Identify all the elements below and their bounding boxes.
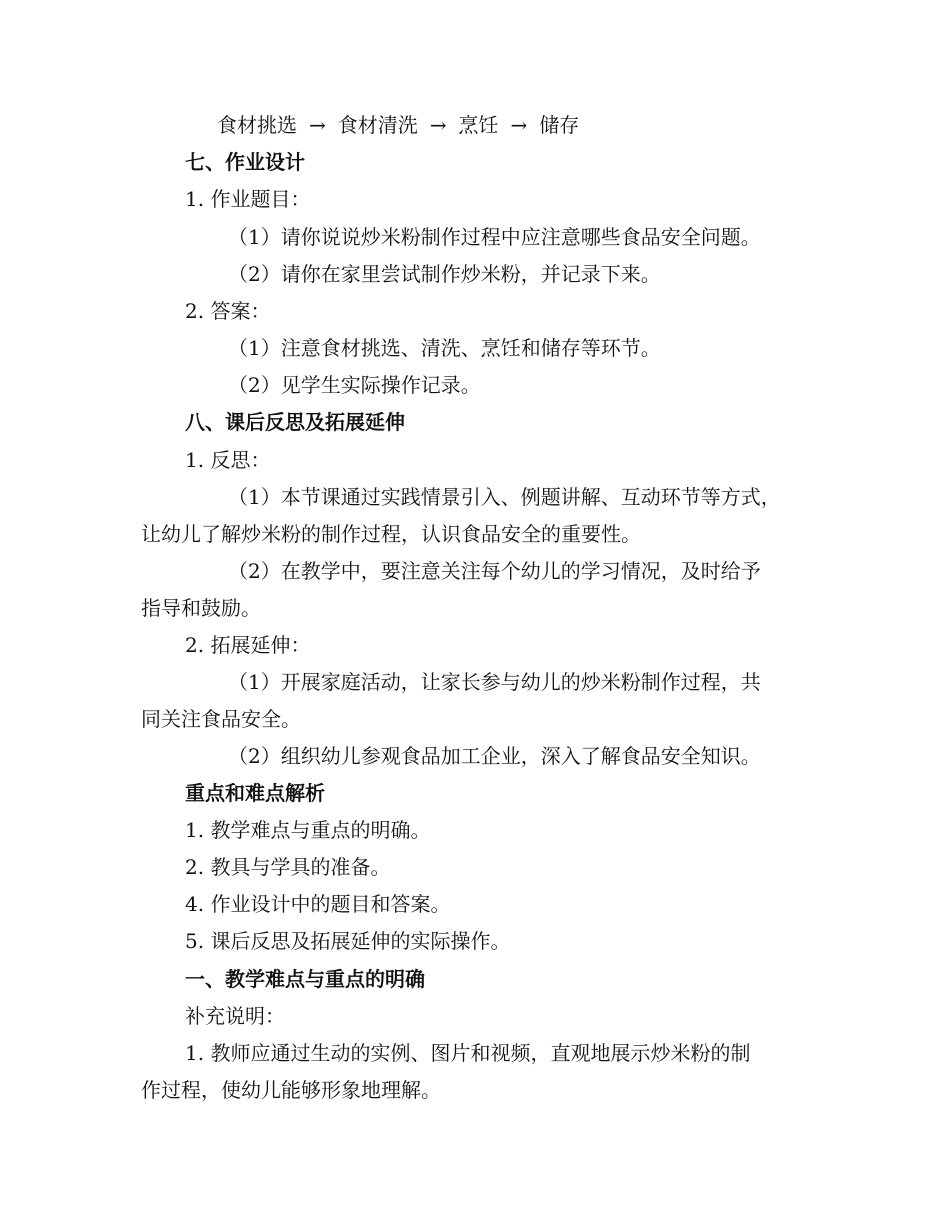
arrow-icon: → [429,113,447,137]
reflection-2-line-1: （2）在教学中，要注意关注每个幼儿的学习情况，及时给予 [228,559,761,583]
homework-answer-2: （2）见学生实际操作记录。 [228,373,481,397]
key-point-item: 4. 作业设计中的题目和答案。 [185,892,451,916]
reflection-1-line-1: （1）本节课通过实践情景引入、例题讲解、互动环节等方式， [228,485,781,509]
section-heading-homework: 七、作业设计 [185,150,305,174]
section-heading-reflection: 八、课后反思及拓展延伸 [185,410,405,434]
key-point-item: 1. 教学难点与重点的明确。 [185,818,431,842]
flow-step-wash: 食材清洗 [337,113,418,137]
reflection-1-line-2: 让幼儿了解炒米粉的制作过程，认识食品安全的重要性。 [141,522,641,546]
arrow-icon: → [309,113,326,137]
reflection-2-line-2: 指导和鼓励。 [141,596,261,620]
homework-questions-label: 1. 作业题目： [185,187,311,211]
flow-step-cook: 烹饪 [458,113,499,137]
supplement-label: 补充说明： [185,1004,285,1028]
extension-2: （2）组织幼儿参观食品加工企业，深入了解食品安全知识。 [228,744,761,768]
section-heading-difficulties: 一、教学难点与重点的明确 [185,967,425,991]
extension-label: 2. 拓展延伸： [185,633,311,657]
process-flow [217,107,579,144]
homework-answer-1: （1）注意食材挑选、清洗、烹饪和储存等环节。 [228,336,661,360]
extension-1-line-1: （1）开展家庭活动，让家长参与幼儿的炒米粉制作过程，共 [228,670,761,694]
extension-1-line-2: 同关注食品安全。 [141,707,301,731]
supplement-point-1-line-2: 作过程，使幼儿能够形象地理解。 [141,1078,441,1102]
flow-step-select: 食材挑选 [217,113,297,137]
supplement-point-1-line-1: 1. 教师应通过生动的实例、图片和视频，直观地展示炒米粉的制 [185,1041,751,1065]
flow-step-store: 储存 [539,113,580,137]
homework-answers-label: 2. 答案： [185,299,271,323]
key-point-item: 5. 课后反思及拓展延伸的实际操作。 [185,929,511,953]
homework-question-2: （2）请你在家里尝试制作炒米粉，并记录下来。 [228,262,661,286]
key-point-item: 2. 教具与学具的准备。 [185,855,391,879]
reflection-label: 1. 反思： [185,448,271,472]
arrow-icon: → [510,113,528,137]
section-heading-key-points: 重点和难点解析 [185,781,325,805]
homework-question-1: （1）请你说说炒米粉制作过程中应注意哪些食品安全问题。 [228,225,761,249]
